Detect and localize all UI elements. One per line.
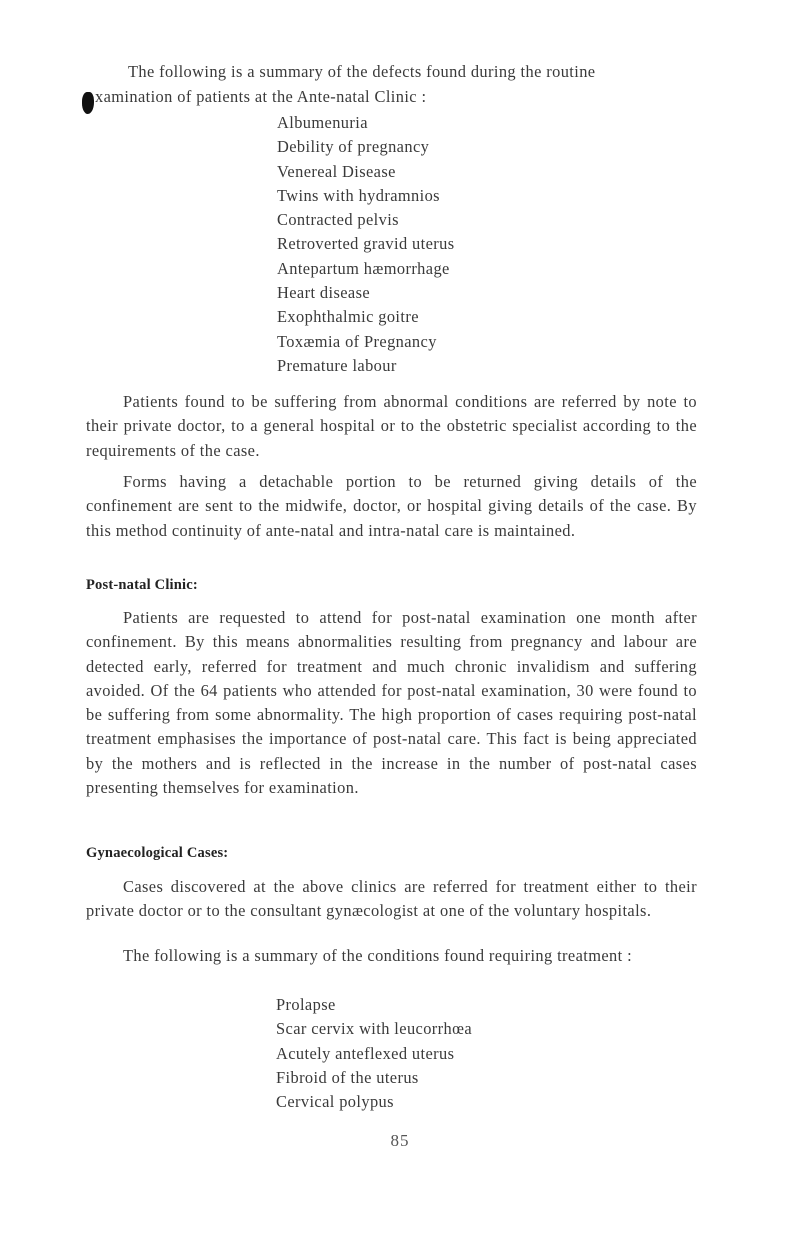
list-item: Exophthalmic goitre <box>277 307 419 327</box>
list-item: Scar cervix with leucorrhœa <box>276 1019 473 1039</box>
list-item: Albumenuria <box>277 113 368 132</box>
list-item: Heart disease <box>277 283 371 303</box>
ink-blot <box>82 92 94 114</box>
list-item: Prolapse <box>276 995 336 1014</box>
list-item: Premature labour <box>277 355 397 375</box>
referral-paragraph: Patients found to be suffering from abnormal conditions are referred by note to their private doctor, to a general hospital or to the obstetric specialist according to the requirements of the case. <box>86 392 697 460</box>
forms-paragraph: Forms having a detachable portion to be returned giving details of the confinement are sent to the midwife, doctor, or hospital giving details of the case. By this method continuity of ante-natal and intra-natal care is maintained. <box>86 472 697 540</box>
list-item: Twins with hydramnios <box>277 185 440 205</box>
list-item: Fibroid of the uterus <box>276 1067 419 1087</box>
list-item: Venereal Disease <box>277 161 396 181</box>
postnatal-heading: Post-natal Clinic: <box>86 577 198 593</box>
intro-line-1: The following is a summary of the defects found during the routine <box>128 62 596 81</box>
list-item: Debility of pregnancy <box>277 137 430 157</box>
conditions-intro: The following is a summary of the conditions found requiring treatment : <box>123 946 633 965</box>
list-item: Retroverted gravid uterus <box>277 234 455 254</box>
page-number: 85 <box>390 1131 410 1150</box>
intro-line-2: xamination of patients at the Ante-natal Clinic : <box>95 87 427 106</box>
list-item: Acutely anteflexed uterus <box>276 1043 455 1063</box>
antenatal-defects-list <box>277 111 455 378</box>
gynaecological-paragraph: Cases discovered at the above clinics are referred for treatment either to their private doctor or to the consultant gynæcologist at one of the voluntary hospitals. <box>86 877 697 921</box>
list-item: Antepartum hæmorrhage <box>277 258 450 278</box>
gynaecological-heading: Gynaecological Cases: <box>86 845 229 861</box>
gynaecological-conditions-list <box>276 993 472 1114</box>
list-item: Contracted pelvis <box>277 210 399 230</box>
list-item: Cervical polypus <box>276 1092 394 1112</box>
list-item: Toxæmia of Pregnancy <box>277 331 437 351</box>
postnatal-paragraph: Patients are requested to attend for post-natal examination one month after confinement. By this means abnormalities resulting from pregnancy and labour are detected early, referred for treatment and much chronic invalidism and suffering avoided. Of the 64 patients who attended for post-natal examination, 30 were found to be suffering from some abnormality. The high proportion of cases requiring post-natal treatment emphasises the importance of post-natal care. This fact is being appreciated by the mothers and is reflected in the increase in the number of post-natal cases presenting themselves for examination. <box>86 608 697 798</box>
